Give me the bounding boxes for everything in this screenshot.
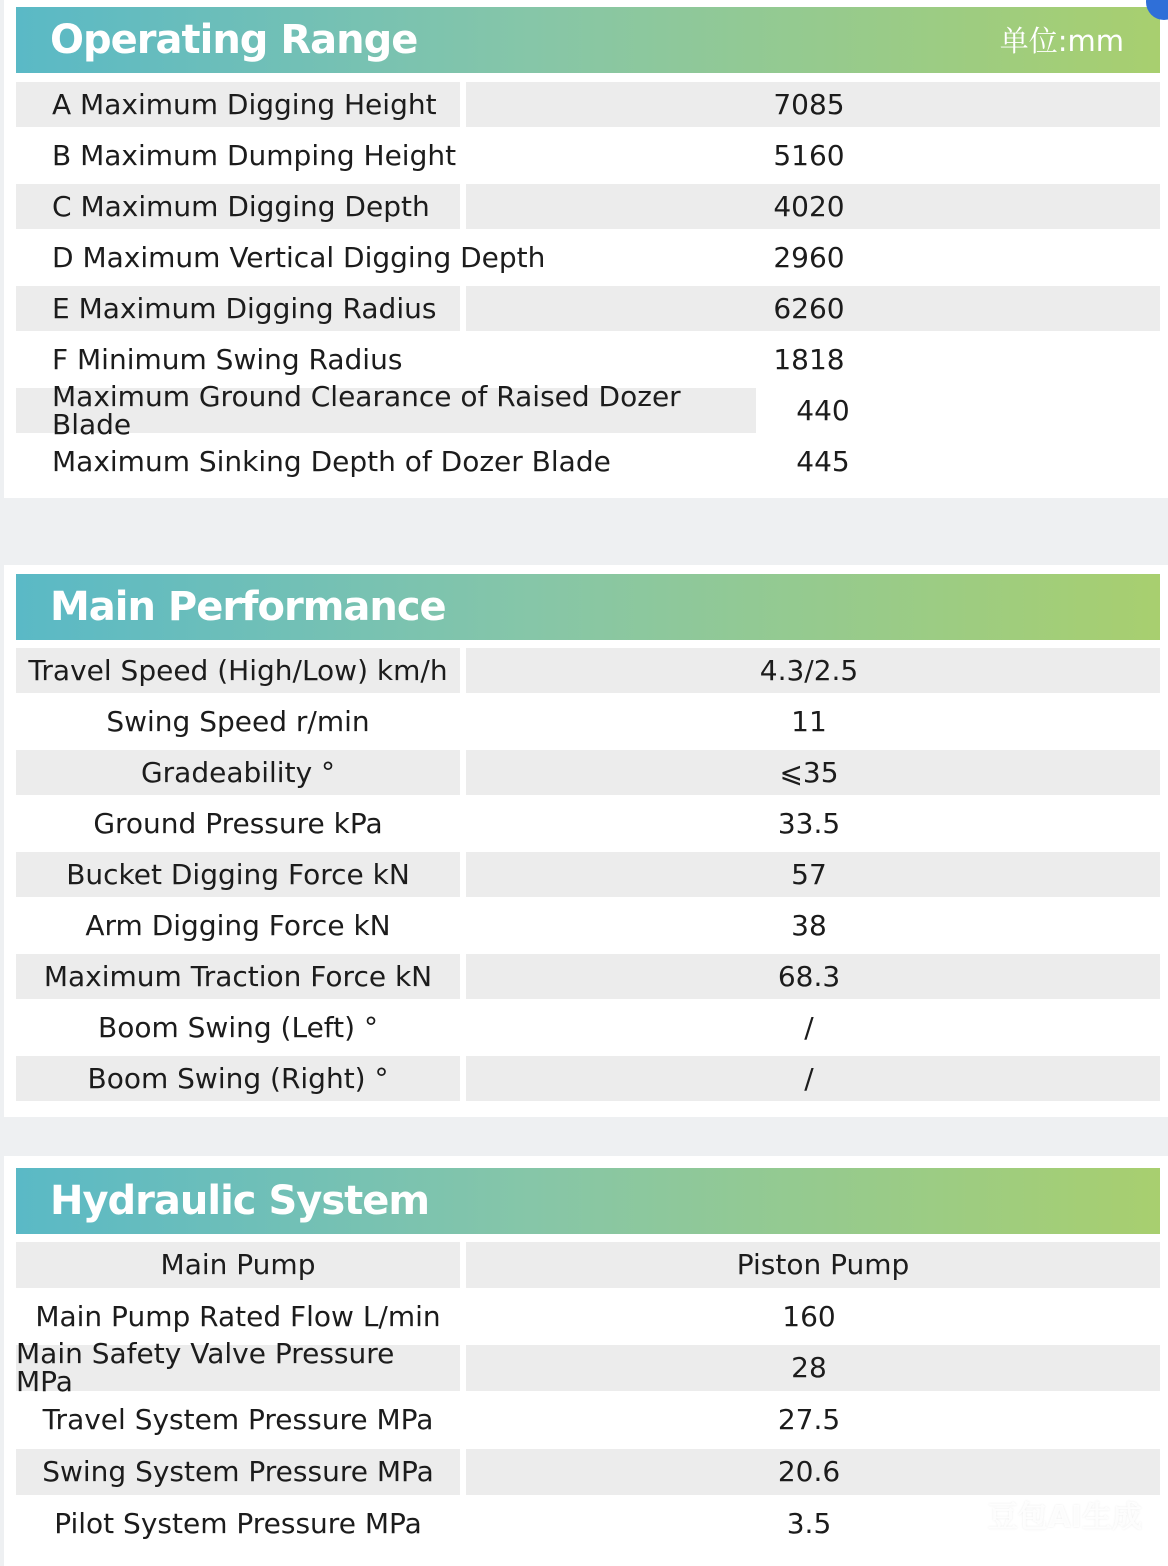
hydraulic-system-title: Hydraulic System (50, 1178, 430, 1224)
operating-range-table (16, 79, 1160, 487)
table-row (16, 79, 1160, 130)
main-performance-header (16, 574, 1160, 640)
row-value: / (804, 1010, 814, 1044)
row-value: 20.6 (466, 1449, 1160, 1495)
row-label: A Maximum Digging Height (16, 82, 460, 127)
row-value: 28 (466, 1345, 1160, 1391)
row-label: Maximum Ground Clearance of Raised Dozer Blade (16, 388, 756, 433)
table-row (16, 849, 1160, 900)
row-label: Arm Digging Force kN (85, 908, 391, 942)
row-value: 3.5 (786, 1507, 832, 1540)
table-row (16, 1239, 1160, 1291)
row-label: Bucket Digging Force kN (16, 852, 460, 897)
table-row (16, 696, 1160, 747)
row-label: Pilot System Pressure MPa (54, 1507, 422, 1540)
table-row (16, 798, 1160, 849)
row-label: Travel Speed (High/Low) km/h (16, 648, 460, 693)
row-value: 6260 (466, 286, 1160, 331)
row-label: D Maximum Vertical Digging Depth (52, 240, 546, 274)
row-value: / (466, 1056, 1160, 1101)
row-value: ⩽35 (466, 750, 1160, 795)
row-value: 11 (791, 704, 827, 738)
row-label: Main Pump (16, 1242, 460, 1288)
table-row (16, 1053, 1160, 1104)
unit-label: 单位:mm (999, 24, 1124, 58)
row-label: Gradeability ° (16, 750, 460, 795)
hydraulic-system-section (4, 1156, 1168, 1566)
row-value: 57 (466, 852, 1160, 897)
table-row (16, 900, 1160, 951)
table-row (16, 130, 1160, 181)
row-value: 7085 (466, 82, 1160, 127)
row-value: 4020 (466, 184, 1160, 229)
row-value: 38 (791, 908, 827, 942)
table-row (16, 951, 1160, 1002)
row-label: Swing System Pressure MPa (16, 1449, 460, 1495)
table-row (16, 1446, 1160, 1498)
main-performance-title: Main Performance (50, 584, 446, 630)
table-row (16, 436, 1160, 487)
row-label: Boom Swing (Right) ° (16, 1056, 460, 1101)
row-label: Main Pump Rated Flow L/min (35, 1299, 441, 1333)
row-label: Swing Speed r/min (106, 704, 370, 738)
row-value: 68.3 (466, 954, 1160, 999)
table-row (16, 747, 1160, 798)
operating-range-header (16, 7, 1160, 73)
operating-range-title: Operating Range (50, 17, 418, 63)
operating-range-section (4, 0, 1168, 498)
table-row (16, 283, 1160, 334)
row-label: Ground Pressure kPa (93, 806, 383, 840)
table-row (16, 1291, 1160, 1342)
row-value: 445 (796, 444, 850, 478)
row-value: 2960 (773, 240, 845, 274)
row-value: 4.3/2.5 (466, 648, 1160, 693)
row-label: Maximum Traction Force kN (16, 954, 460, 999)
row-label: Maximum Sinking Depth of Dozer Blade (52, 444, 611, 478)
table-row (16, 645, 1160, 696)
main-performance-table (16, 645, 1160, 1104)
row-label: B Maximum Dumping Height (52, 138, 457, 172)
row-value: 5160 (773, 138, 845, 172)
row-label: Main Safety Valve Pressure MPa (16, 1345, 460, 1391)
hydraulic-system-header (16, 1168, 1160, 1234)
table-row (16, 379, 1160, 441)
row-label: Travel System Pressure MPa (42, 1403, 434, 1436)
table-row (16, 181, 1160, 232)
row-label: E Maximum Digging Radius (16, 286, 460, 331)
table-row (16, 1337, 1160, 1398)
table-row (16, 1394, 1160, 1446)
row-value: 33.5 (777, 806, 841, 840)
row-label: Boom Swing (Left) ° (98, 1010, 378, 1044)
main-performance-section (4, 565, 1168, 1117)
row-value: Piston Pump (466, 1242, 1160, 1288)
row-label: F Minimum Swing Radius (52, 342, 403, 376)
row-value: 27.5 (777, 1403, 841, 1436)
table-row (16, 334, 1160, 385)
row-label: C Maximum Digging Depth (16, 184, 460, 229)
row-value: 440 (796, 393, 850, 427)
watermark-text: 豆包AI生成 (987, 1500, 1142, 1535)
row-value: 160 (782, 1299, 836, 1333)
table-row (16, 232, 1160, 283)
table-row (16, 1002, 1160, 1053)
row-value: 1818 (773, 342, 845, 376)
